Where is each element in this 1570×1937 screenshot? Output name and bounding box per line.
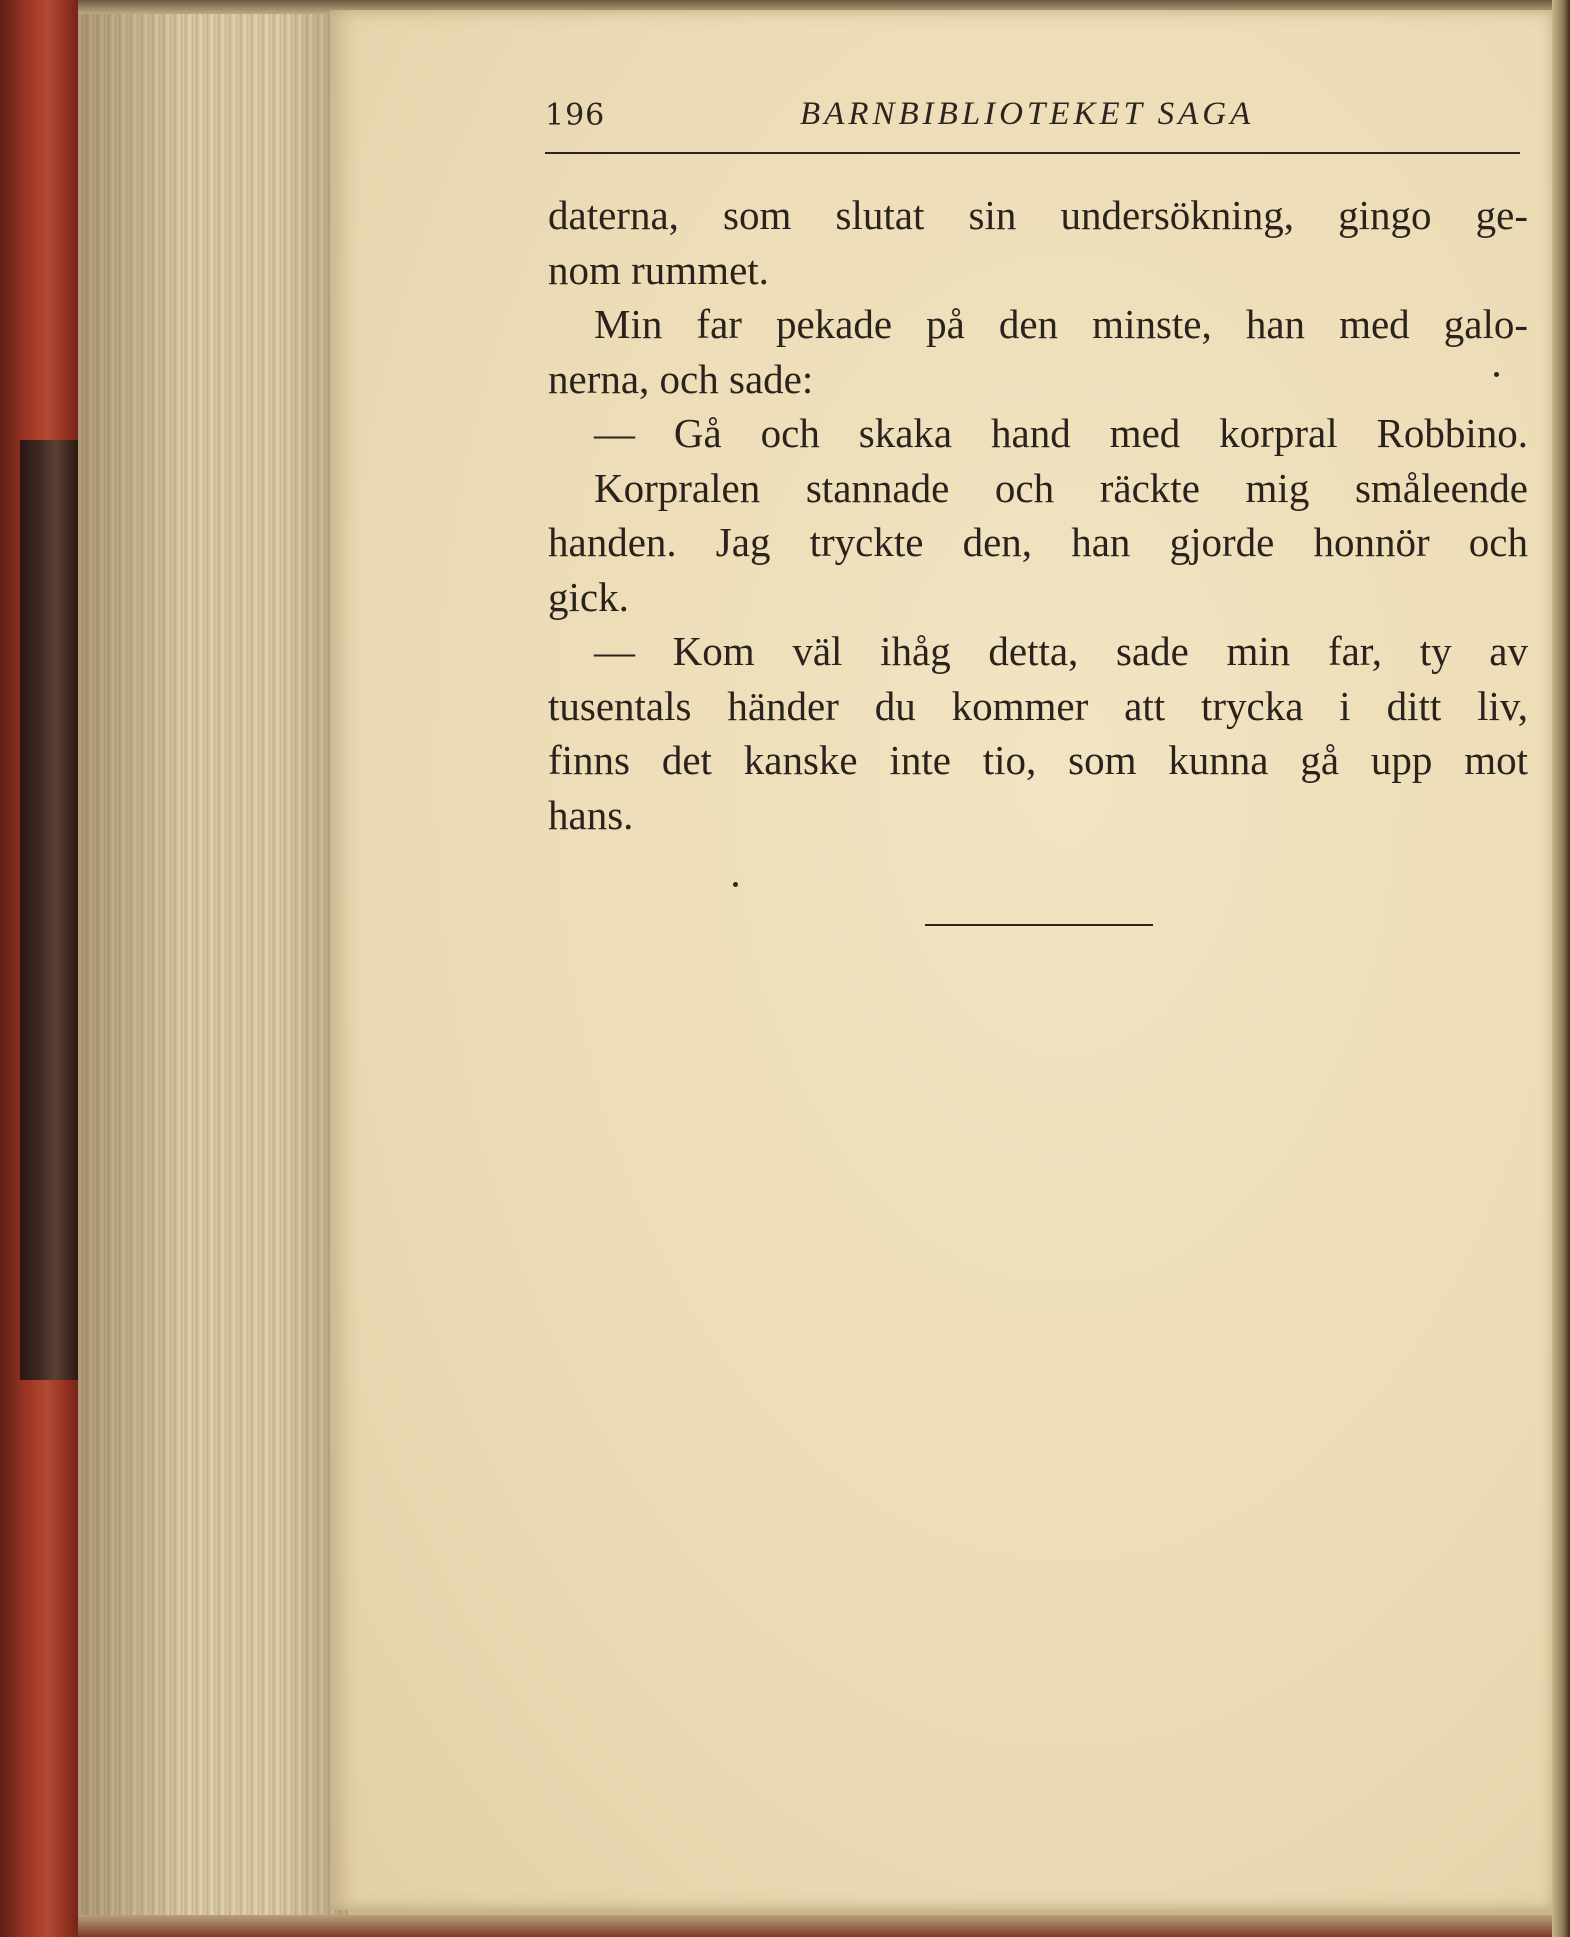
bottom-page-edge	[78, 1915, 1570, 1937]
text-line: handen. Jag tryckte den, han gjorde honnör och	[548, 519, 1528, 565]
text-line: — Gå och skaka hand med korpral Robbino.	[594, 410, 1528, 456]
page-body-text	[548, 188, 1528, 842]
running-header	[545, 92, 1520, 154]
text-line: finns det kanske inte tio, som kunna gå upp mot	[548, 737, 1528, 783]
text-line: hans.	[548, 791, 634, 838]
print-speck	[733, 882, 738, 887]
text-line: daterna, som slutat sin undersökning, gingo ge-	[548, 192, 1528, 238]
page-gutter-right	[1552, 0, 1570, 1937]
page-edges-shadow	[78, 0, 348, 1937]
text-line: nom rummet.	[548, 246, 769, 293]
text-line: Min far pekade på den minste, han med galo-	[594, 301, 1528, 347]
print-speck	[1494, 372, 1499, 377]
text-line: nerna, och sade:	[548, 355, 814, 402]
chapter-end-rule	[925, 924, 1153, 926]
running-title: BARNBIBLIOTEKET SAGA	[800, 96, 1255, 132]
text-line: tusentals händer du kommer att trycka i ditt liv,	[548, 682, 1528, 729]
text-line: — Kom väl ihåg detta, sade min far, ty av	[594, 628, 1528, 674]
text-line: Korpralen stannade och räckte mig småleende	[594, 464, 1528, 511]
text-line: gick.	[548, 573, 629, 620]
binding-leather-spine	[20, 440, 78, 1380]
page-number: 196	[545, 98, 606, 133]
